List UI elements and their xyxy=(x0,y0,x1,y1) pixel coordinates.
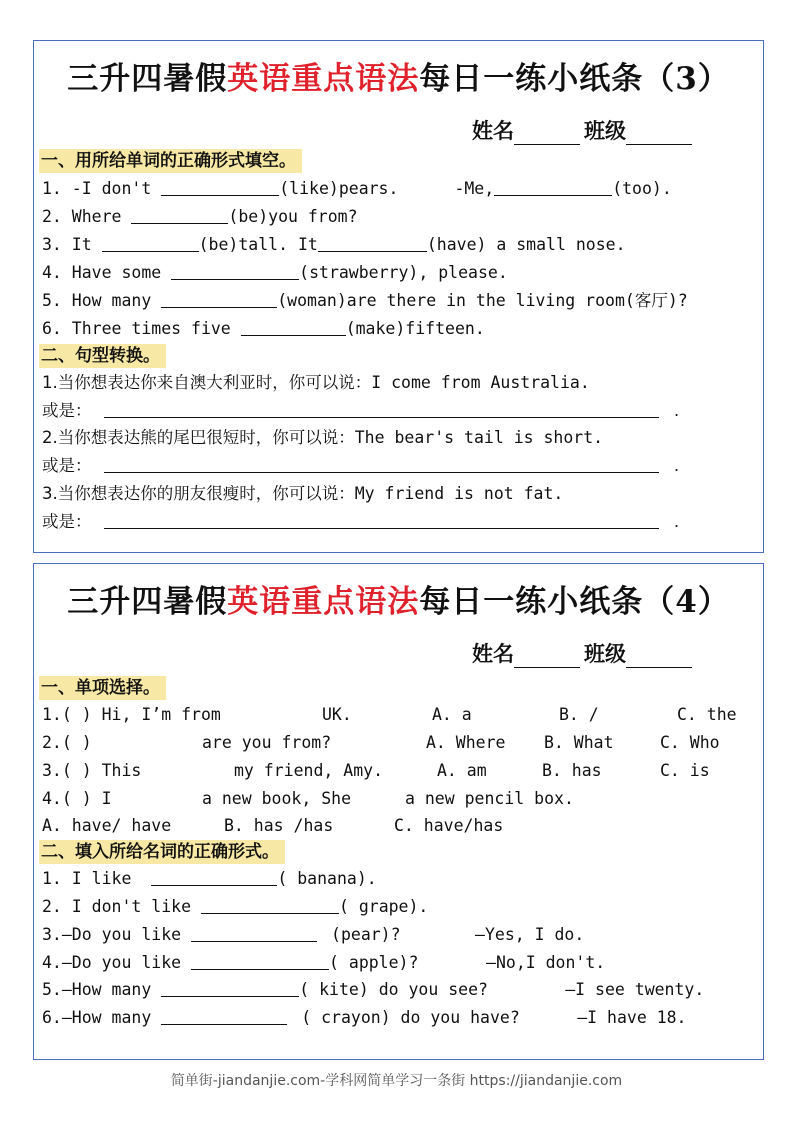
answer-blank[interactable] xyxy=(161,289,277,308)
transform-2-answer: 或是： xyxy=(42,456,92,475)
question-1: 1. -I don't (like)pears. -Me, (too). xyxy=(42,179,672,198)
transform-1-answer: 或是： xyxy=(42,401,92,420)
section-heading: 二、句型转换。 xyxy=(39,344,166,368)
choice-4: 4.( ) I a new book, She a new pencil box. xyxy=(42,789,574,808)
section-heading: 一、用所给单词的正确形式填空。 xyxy=(39,149,302,173)
choice-2: 2.( ) are you from? A. Where B. What C. Who xyxy=(42,733,720,752)
noun-3: 3.—Do you like (pear)? —Yes, I do. xyxy=(42,925,585,944)
worksheet-card-4 xyxy=(33,563,764,1060)
answer-line[interactable] xyxy=(104,528,659,529)
name-class-row: 姓名 班级 xyxy=(472,115,696,145)
noun-1: 1. I like ( banana). xyxy=(42,869,377,888)
answer-blank[interactable] xyxy=(161,978,299,997)
section-heading: 二、填入所给名词的正确形式。 xyxy=(39,840,285,864)
choice-4-options: A. have/ have B. has /has C. have/has xyxy=(42,816,504,835)
card-title: 三升四暑假英语重点语法每日一练小纸条（3） xyxy=(67,61,730,97)
answer-blank[interactable] xyxy=(191,951,329,970)
class-blank[interactable] xyxy=(626,647,692,668)
transform-1-prompt: 1.当你想表达你来自澳大利亚时，你可以说：I come from Australia. xyxy=(42,373,590,392)
question-2: 2. Where (be)you from? xyxy=(42,207,358,226)
answer-blank[interactable] xyxy=(161,1006,287,1025)
card-title: 三升四暑假英语重点语法每日一练小纸条（4） xyxy=(67,584,730,620)
worksheet-card-3: 三升四暑假英语重点语法每日一练小纸条（3） 姓名 班级 一、用所给单词的正确形式填空。 1. -I don't (like)pears. -Me, (too). 2. Where (be)you from? 3. It (be)tall. It (have) a small nose. 4. Have some (strawberry), please. 5. How many (woman)are there in the living room(客厅)? 6. Three times five (make)fifteen. 二、句型转换。 1.当你想表达你来自澳大利亚时，你可以说：I come from Australia. 或是： . 2.当你想表达熊的尾巴很短时，你可以说：The bear's tail is short. 或是： . 3.当你想表达你的朋友很瘦时，你可以说：My friend is not fat. 或是： . xyxy=(33,40,764,553)
question-3: 3. It (be)tall. It (have) a small nose. xyxy=(42,235,626,254)
class-blank[interactable] xyxy=(626,124,692,145)
noun-6: 6.—How many ( crayon) do you have? —I have 18. xyxy=(42,1008,687,1027)
choice-3: 3.( ) This my friend, Amy. A. am B. has C. is xyxy=(42,761,710,780)
answer-blank[interactable] xyxy=(241,317,346,336)
question-6: 6. Three times five (make)fifteen. xyxy=(42,319,485,338)
transform-3-prompt: 3.当你想表达你的朋友很瘦时，你可以说：My friend is not fat. xyxy=(42,484,564,503)
question-4: 4. Have some (strawberry), please. xyxy=(42,263,508,282)
name-blank[interactable] xyxy=(514,124,580,145)
noun-5: 5.—How many ( kite) do you see? —I see twenty. xyxy=(42,980,705,999)
question-5: 5. How many (woman)are there in the living room(客厅)? xyxy=(42,291,688,310)
answer-blank[interactable] xyxy=(161,177,279,196)
transform-3-answer: 或是： xyxy=(42,512,92,531)
answer-blank[interactable] xyxy=(494,177,612,196)
answer-blank[interactable] xyxy=(102,233,199,252)
noun-2: 2. I don't like ( grape). xyxy=(42,897,429,916)
name-class-row: 姓名 班级 xyxy=(472,638,696,668)
answer-blank[interactable] xyxy=(151,867,277,886)
transform-2-prompt: 2.当你想表达熊的尾巴很短时，你可以说：The bear's tail is short. xyxy=(42,428,604,447)
answer-blank[interactable] xyxy=(131,205,228,224)
answer-blank[interactable] xyxy=(191,923,317,942)
answer-blank[interactable] xyxy=(171,261,299,280)
name-blank[interactable] xyxy=(514,647,580,668)
answer-line[interactable] xyxy=(104,472,659,473)
noun-4: 4.—Do you like ( apple)? —No,I don't. xyxy=(42,953,606,972)
choice-1: 1.( ) Hi, I’m from UK. A. a B. / C. the xyxy=(42,705,737,724)
section-heading: 一、单项选择。 xyxy=(39,676,166,700)
answer-line[interactable] xyxy=(104,417,659,418)
answer-blank[interactable] xyxy=(201,895,339,914)
footer-watermark[interactable]: 简单街-jiandanjie.com-学科网简单学习一条街 https://jiandanjie.com xyxy=(170,1073,623,1089)
answer-blank[interactable] xyxy=(318,233,427,252)
